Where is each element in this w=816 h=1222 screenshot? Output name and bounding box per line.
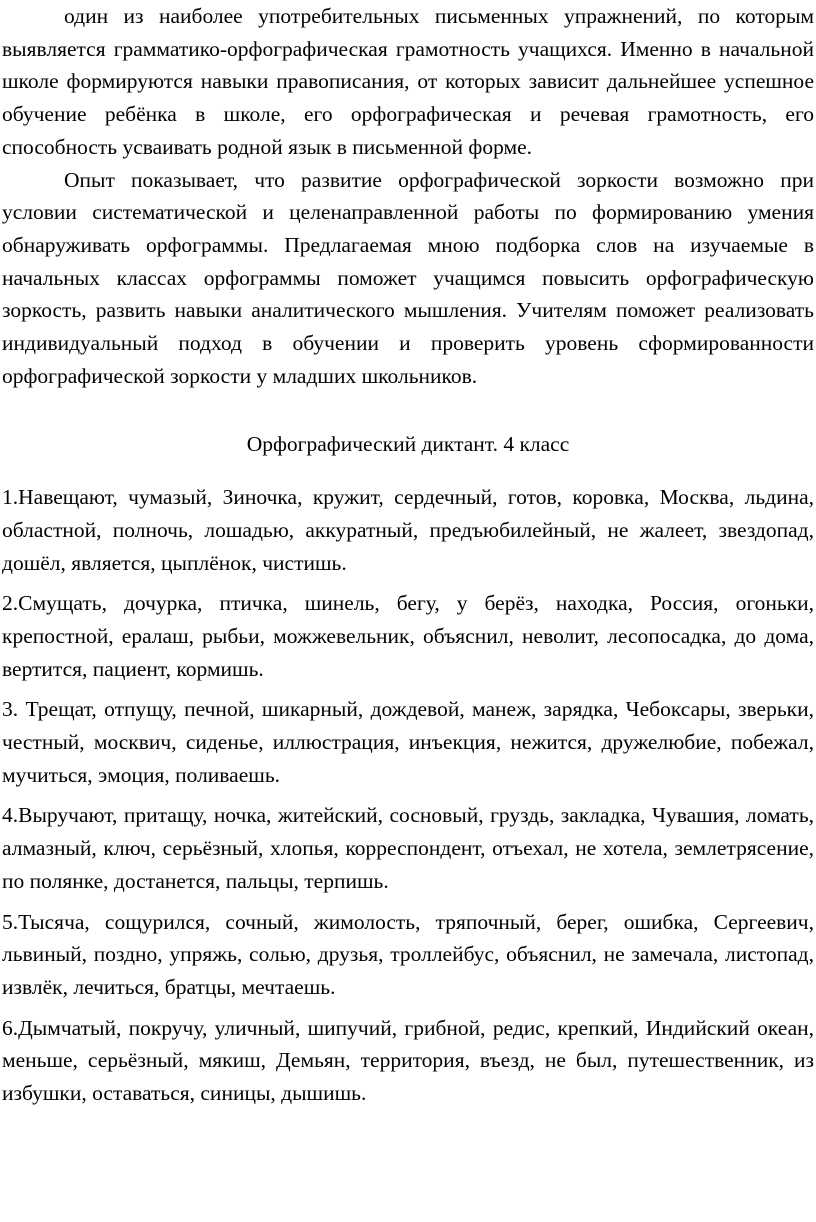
exercise-paragraph-5: 5.Тысяча, сощурился, сочный, жимолость, тряпочный, берег, ошибка, Сергеевич, львиный, поздно, упряжь, солью, друзья, троллейбус, объяснил, не замечала, листопад, извлёк, лечиться, братцы, мечтаешь. [2, 909, 814, 999]
exercise-paragraph-3: 3. Трещат, отпущу, печной, шикарный, дождевой, манеж, зарядка, Чебоксары, зверьки, честный, москвич, сиденье, иллюстрация, инъекция, нежится, дружелюбие, побежал, мучиться, эмоция, поливаешь. [2, 697, 814, 787]
intro-paragraph: Опыт показывает, что развитие орфографической зоркости возможно при условии систематической и целенаправленной работы по формированию умения обнаруживать орфограммы. Предлагаемая мною подборка слов на изучаемые в начальных классах орфограммы поможет учащимся повысить орфографическую зоркость, развить навыки аналитического мышления. Учителям поможет реализовать индивидуальный подход в обучении и проверить уровень сформированности орфографической зоркости у младших школьников. [2, 167, 814, 388]
exercise-paragraph-1: 1.Навещают, чумазый, Зиночка, кружит, сердечный, готов, коровка, Москва, льдина, областной, полночь, лошадью, аккуратный, предъюбилейный, не жалеет, звездопад, дошёл, является, цыплёнок, чистишь. [2, 485, 814, 575]
dictation-heading: Орфографический диктант. 4 класс [246, 432, 570, 457]
exercise-paragraph-4: 4.Выручают, притащу, ночка, житейский, сосновый, груздь, закладка, Чувашия, ломать, алмазный, ключ, серьёзный, хлопья, корреспондент, отъехал, не хотела, землетрясение, по полянке, достанется, пальцы, терпишь. [2, 803, 814, 893]
exercise-paragraph-2: 2.Смущать, дочурка, птичка, шинель, бегу, у берёз, находка, Россия, огоньки, крепостной, ералаш, рыбьи, можжевельник, объяснил, неволит, лесопосадка, до дома, вертится, пациент, кормишь. [2, 591, 814, 681]
intro-paragraph: один из наиболее употребительных письменных упражнений, по которым выявляется грамматико-орфографическая грамотность учащихся. Именно в начальной школе формируются навыки правописания, от которых зависит дальнейшее успешное обучение ребёнка в школе, его орфографическая и речевая грамотность, его способность усваивать родной язык в письменной форме. [2, 4, 814, 159]
exercise-paragraph-6: 6.Дымчатый, покручу, уличный, шипучий, грибной, редис, крепкий, Индийский океан, меньше, серьёзный, мякиш, Демьян, территория, въезд, не был, путешественник, из избушки, оставаться, синицы, дышишь. [2, 1015, 814, 1106]
